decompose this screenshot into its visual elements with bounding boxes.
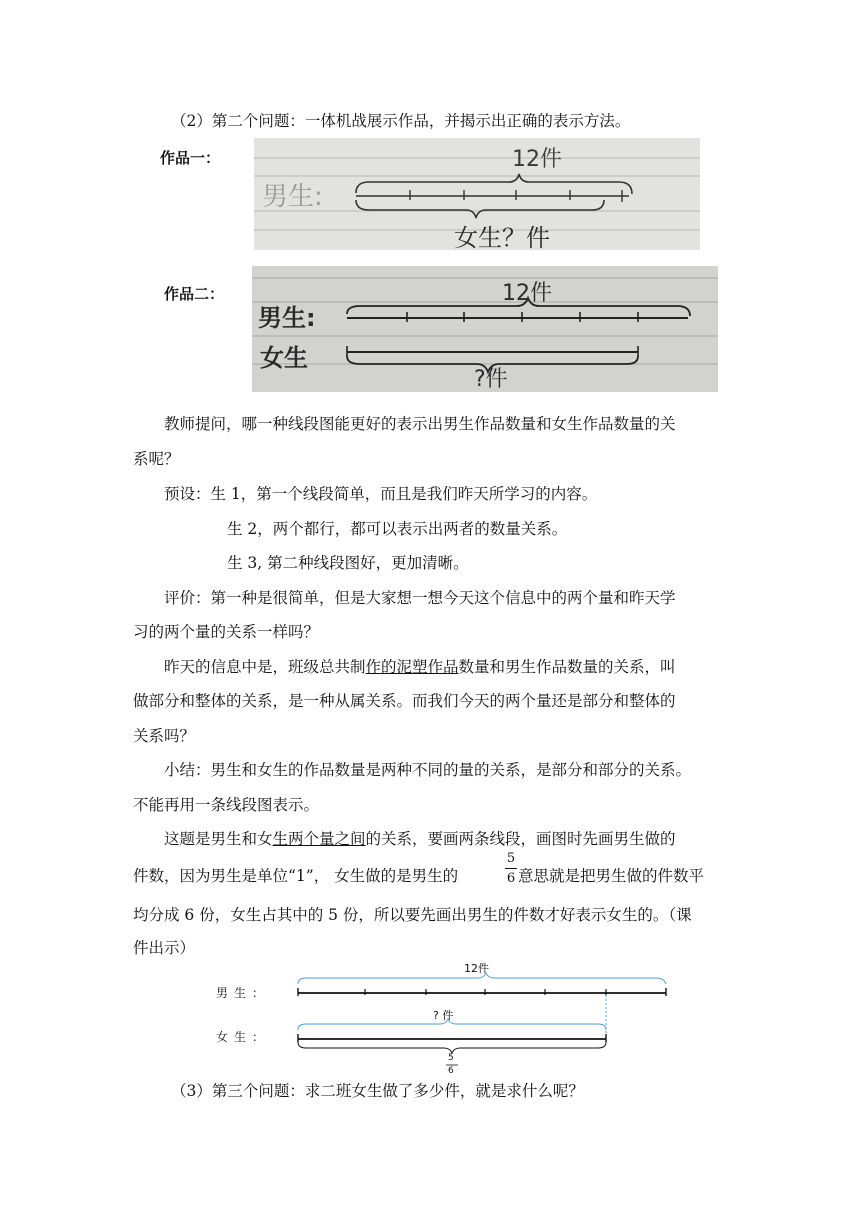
- yesterday-underlined: 作的泥塑作品: [365, 658, 459, 676]
- teacher-question-line-2: 系呢？: [133, 450, 180, 468]
- work-2-top-label: 12件: [502, 281, 552, 306]
- summary-line-2: 不能再用一条线段图表示。: [133, 796, 320, 814]
- segment-diagram: [200, 960, 680, 1078]
- preset-line-2: 生 2，两个都行，都可以表示出两者的数量关系。: [227, 520, 568, 538]
- question-3: （3）第三个问题：求二班女生做了多少件，就是求什么呢？: [171, 1082, 584, 1100]
- work-2-caption: 作品二：: [164, 285, 225, 303]
- explain-underlined: 生两个量之间: [272, 830, 366, 848]
- yesterday-text-a: 昨天的信息中是，班级总共制: [164, 658, 366, 676]
- work-1-boys-label: 男生:: [262, 182, 323, 212]
- work-2-boys-label: 男生:: [258, 304, 316, 332]
- explain-line-2b: 意思就是把男生做的件数平: [518, 867, 705, 885]
- fraction-numerator: 5: [506, 851, 516, 866]
- explain-line-4: 件出示）: [133, 939, 196, 957]
- summary-line-1: 小结：男生和女生的作品数量是两种不同的量的关系，是部分和部分的关系。: [164, 761, 692, 779]
- question-2: （2）第二个问题：一体机战展示作品，并揭示出正确的表示方法。: [171, 112, 631, 130]
- diagram-mid-label: ? 件: [433, 1009, 454, 1022]
- work-1-top-label: 12件: [512, 147, 562, 172]
- explain-text-a: 这题是男生和女: [164, 830, 273, 848]
- evaluation-line-2: 习的两个量的关系一样吗？: [133, 623, 320, 641]
- diagram-boys-label: 男生：: [216, 986, 271, 1000]
- work-2-bottom-label: ?件: [474, 367, 508, 392]
- diagram-frac-den: 6: [448, 1066, 454, 1076]
- yesterday-text-c: 数量和男生作品数量的关系，叫: [458, 658, 676, 676]
- explain-line-2a: 件数，因为男生是单位“1”， 女生做的是男生的: [133, 867, 459, 885]
- diagram-top-label: 12件: [464, 962, 489, 975]
- diagram-frac-num: 5: [448, 1053, 454, 1063]
- diagram-girls-label: 女生：: [216, 1030, 271, 1044]
- yesterday-line-3: 关系吗？: [133, 727, 196, 745]
- work-1-bottom-label: 女生？件: [454, 224, 550, 250]
- work-2-photo: [252, 266, 718, 392]
- preset-line-3: 生 3, 第二种线段图好，更加清晰。: [227, 554, 469, 572]
- work-1-photo: [254, 138, 700, 250]
- explain-line-3: 均分成 6 份，女生占其中的 5 份，所以要先画出男生的件数才好表示女生的。（课: [133, 906, 692, 924]
- fraction-bar: [505, 868, 517, 869]
- yesterday-line-2: 做部分和整体的关系，是一种从属关系。而我们今天的两个量还是部分和整体的: [133, 692, 676, 710]
- evaluation-line-1: 评价：第一种是很简单，但是大家想一想今天这个信息中的两个量和昨天学: [164, 589, 676, 607]
- teacher-question-line-1: 教师提问，哪一种线段图能更好的表示出男生作品数量和女生作品数量的关: [164, 415, 676, 433]
- work-2-girls-label: 女生: [260, 344, 308, 372]
- explain-text-c: 的关系，要画两条线段，画图时先画男生做的: [365, 830, 676, 848]
- explain-line-1: [164, 829, 676, 849]
- yesterday-line-1: [164, 657, 676, 677]
- fraction-denominator: 6: [506, 871, 516, 886]
- preset-line-1: 预设：生 1，第一个线段简单，而且是我们昨天所学习的内容。: [164, 485, 598, 503]
- work-1-caption: 作品一：: [160, 149, 221, 167]
